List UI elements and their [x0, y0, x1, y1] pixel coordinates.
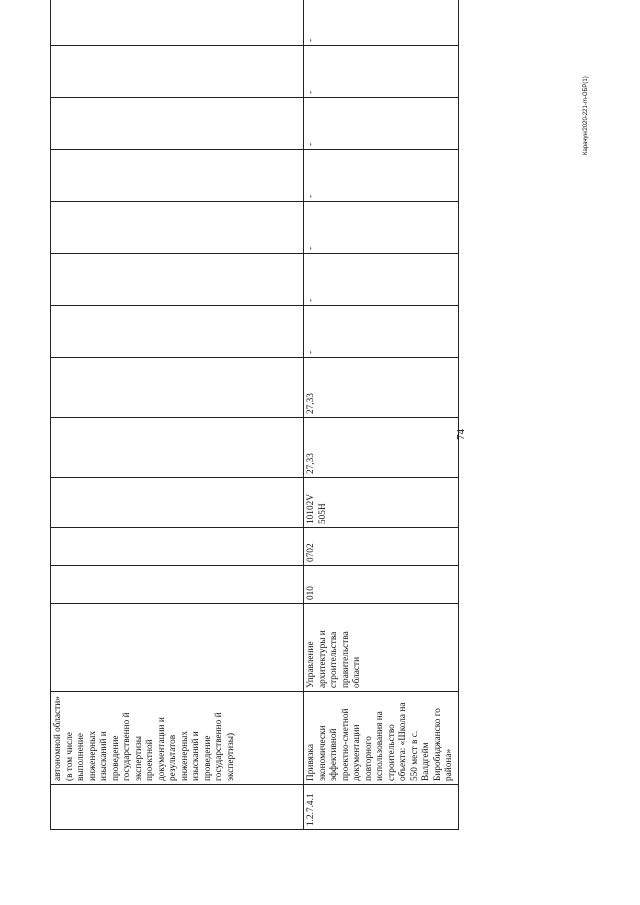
cell-y2: -: [304, 306, 459, 358]
cell-y5: [51, 150, 304, 202]
cell-y7: [51, 46, 304, 98]
cell-rzpr: [51, 528, 304, 566]
document-stamp: Карачун/2020-221-m-OБР(1): [583, 76, 589, 155]
table-row: [51, 0, 304, 830]
cell-y4: -: [304, 202, 459, 254]
cell-y3: -: [304, 254, 459, 306]
cell-y4: [51, 202, 304, 254]
cell-csr: [51, 478, 304, 528]
cell-total: 27,33: [304, 418, 459, 478]
cell-executor: [51, 604, 304, 692]
cell-y1: [51, 358, 304, 418]
page-number: 74: [455, 429, 467, 440]
cell-name: автономной области» (в том числе выполнение инженерных изысканий и проведение государственно й экспертизы проектной документации и результатов инженерных изысканий и проведение государственно й экспертизы): [51, 692, 304, 785]
cell-y8: -: [304, 0, 459, 46]
cell-num: [51, 785, 304, 830]
budget-table: [50, 38, 454, 830]
cell-executor: Управление архитектуры и строительства правительства области: [304, 604, 459, 692]
cell-grbs: [51, 566, 304, 604]
cell-rzpr: 0702: [304, 528, 459, 566]
cell-num: 1.2.7.4.1: [304, 785, 459, 830]
cell-grbs: 010: [304, 566, 459, 604]
cell-y1: 27,33: [304, 358, 459, 418]
cell-y2: [51, 306, 304, 358]
table-row: [304, 0, 459, 830]
cell-total: [51, 418, 304, 478]
cell-y6: [51, 98, 304, 150]
cell-y6: -: [304, 98, 459, 150]
cell-y7: -: [304, 46, 459, 98]
cell-name: Привязка экономически эффективной проектно-сметной документации повторного использования на строительство объекта: «Школа на 550 мест в с. Валдгейм Биробиджанско го района»: [304, 692, 459, 785]
cell-y3: [51, 254, 304, 306]
cell-csr: 10102V 505Н: [304, 478, 459, 528]
cell-y5: -: [304, 150, 459, 202]
cell-y8: [51, 0, 304, 46]
